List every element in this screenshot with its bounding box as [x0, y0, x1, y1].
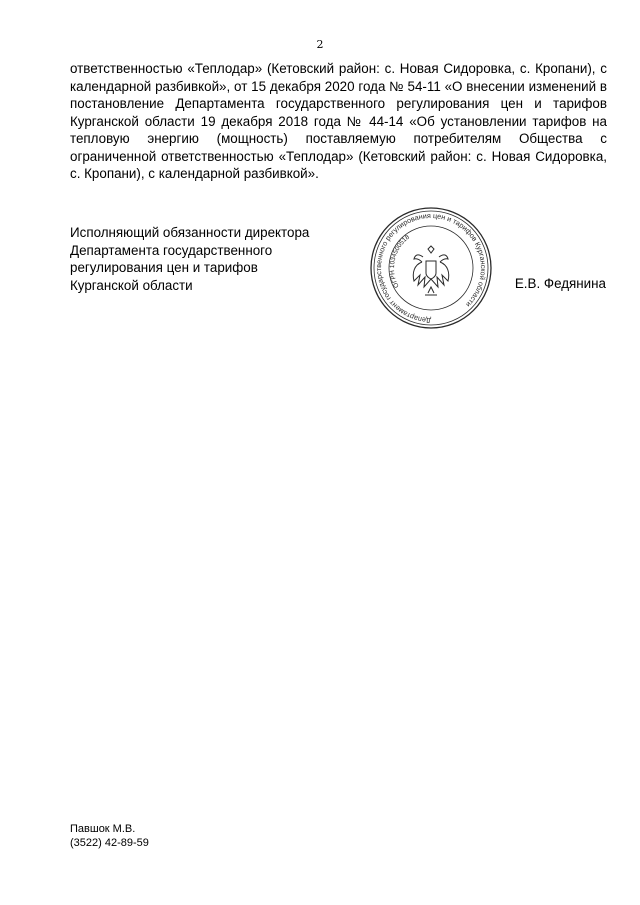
contact-block: [70, 823, 149, 850]
stamp-inner-text: ОГРН 1034500518: [388, 233, 411, 289]
signer-position-line: регулирования цен и тарифов: [70, 260, 258, 275]
body-paragraph: ответственностью «Теплодар» (Кетовский район: с. Новая Сидоровка, с. Кропани), с календарной разбивкой», от 15 декабря 2020 года № 54-11 «О внесении изменений в постановление Департамента государственного регулирования цен и тарифов Курганской области 19 декабря 2018 года № 44-14 «Об установлении тарифов на тепловую энергию (мощность) поставляемую потребителям Общества с ограниченной ответственностью «Теплодар» (Кетовский район: с. Новая Сидоровка, с. Кропани), с календарной разбивкой».: [70, 61, 607, 181]
contact-phone: (3522) 42-89-59: [70, 836, 149, 849]
signer-position-line: Департамента государственного: [70, 242, 273, 258]
contact-name: Павшок М.В.: [70, 823, 136, 835]
official-stamp: [368, 205, 494, 331]
stamp-outer-text: Департамент государственного регулирования цен и тарифов Курганской области: [373, 210, 489, 326]
signer-position-line: Исполняющий обязанности директора: [70, 225, 310, 240]
signer-name: Е.В. Федянина: [514, 276, 606, 291]
double-headed-eagle-icon: [413, 246, 448, 295]
page-number: 2: [316, 38, 324, 51]
signer-position-line: Курганской области: [70, 277, 193, 293]
signer-position: [70, 224, 360, 294]
